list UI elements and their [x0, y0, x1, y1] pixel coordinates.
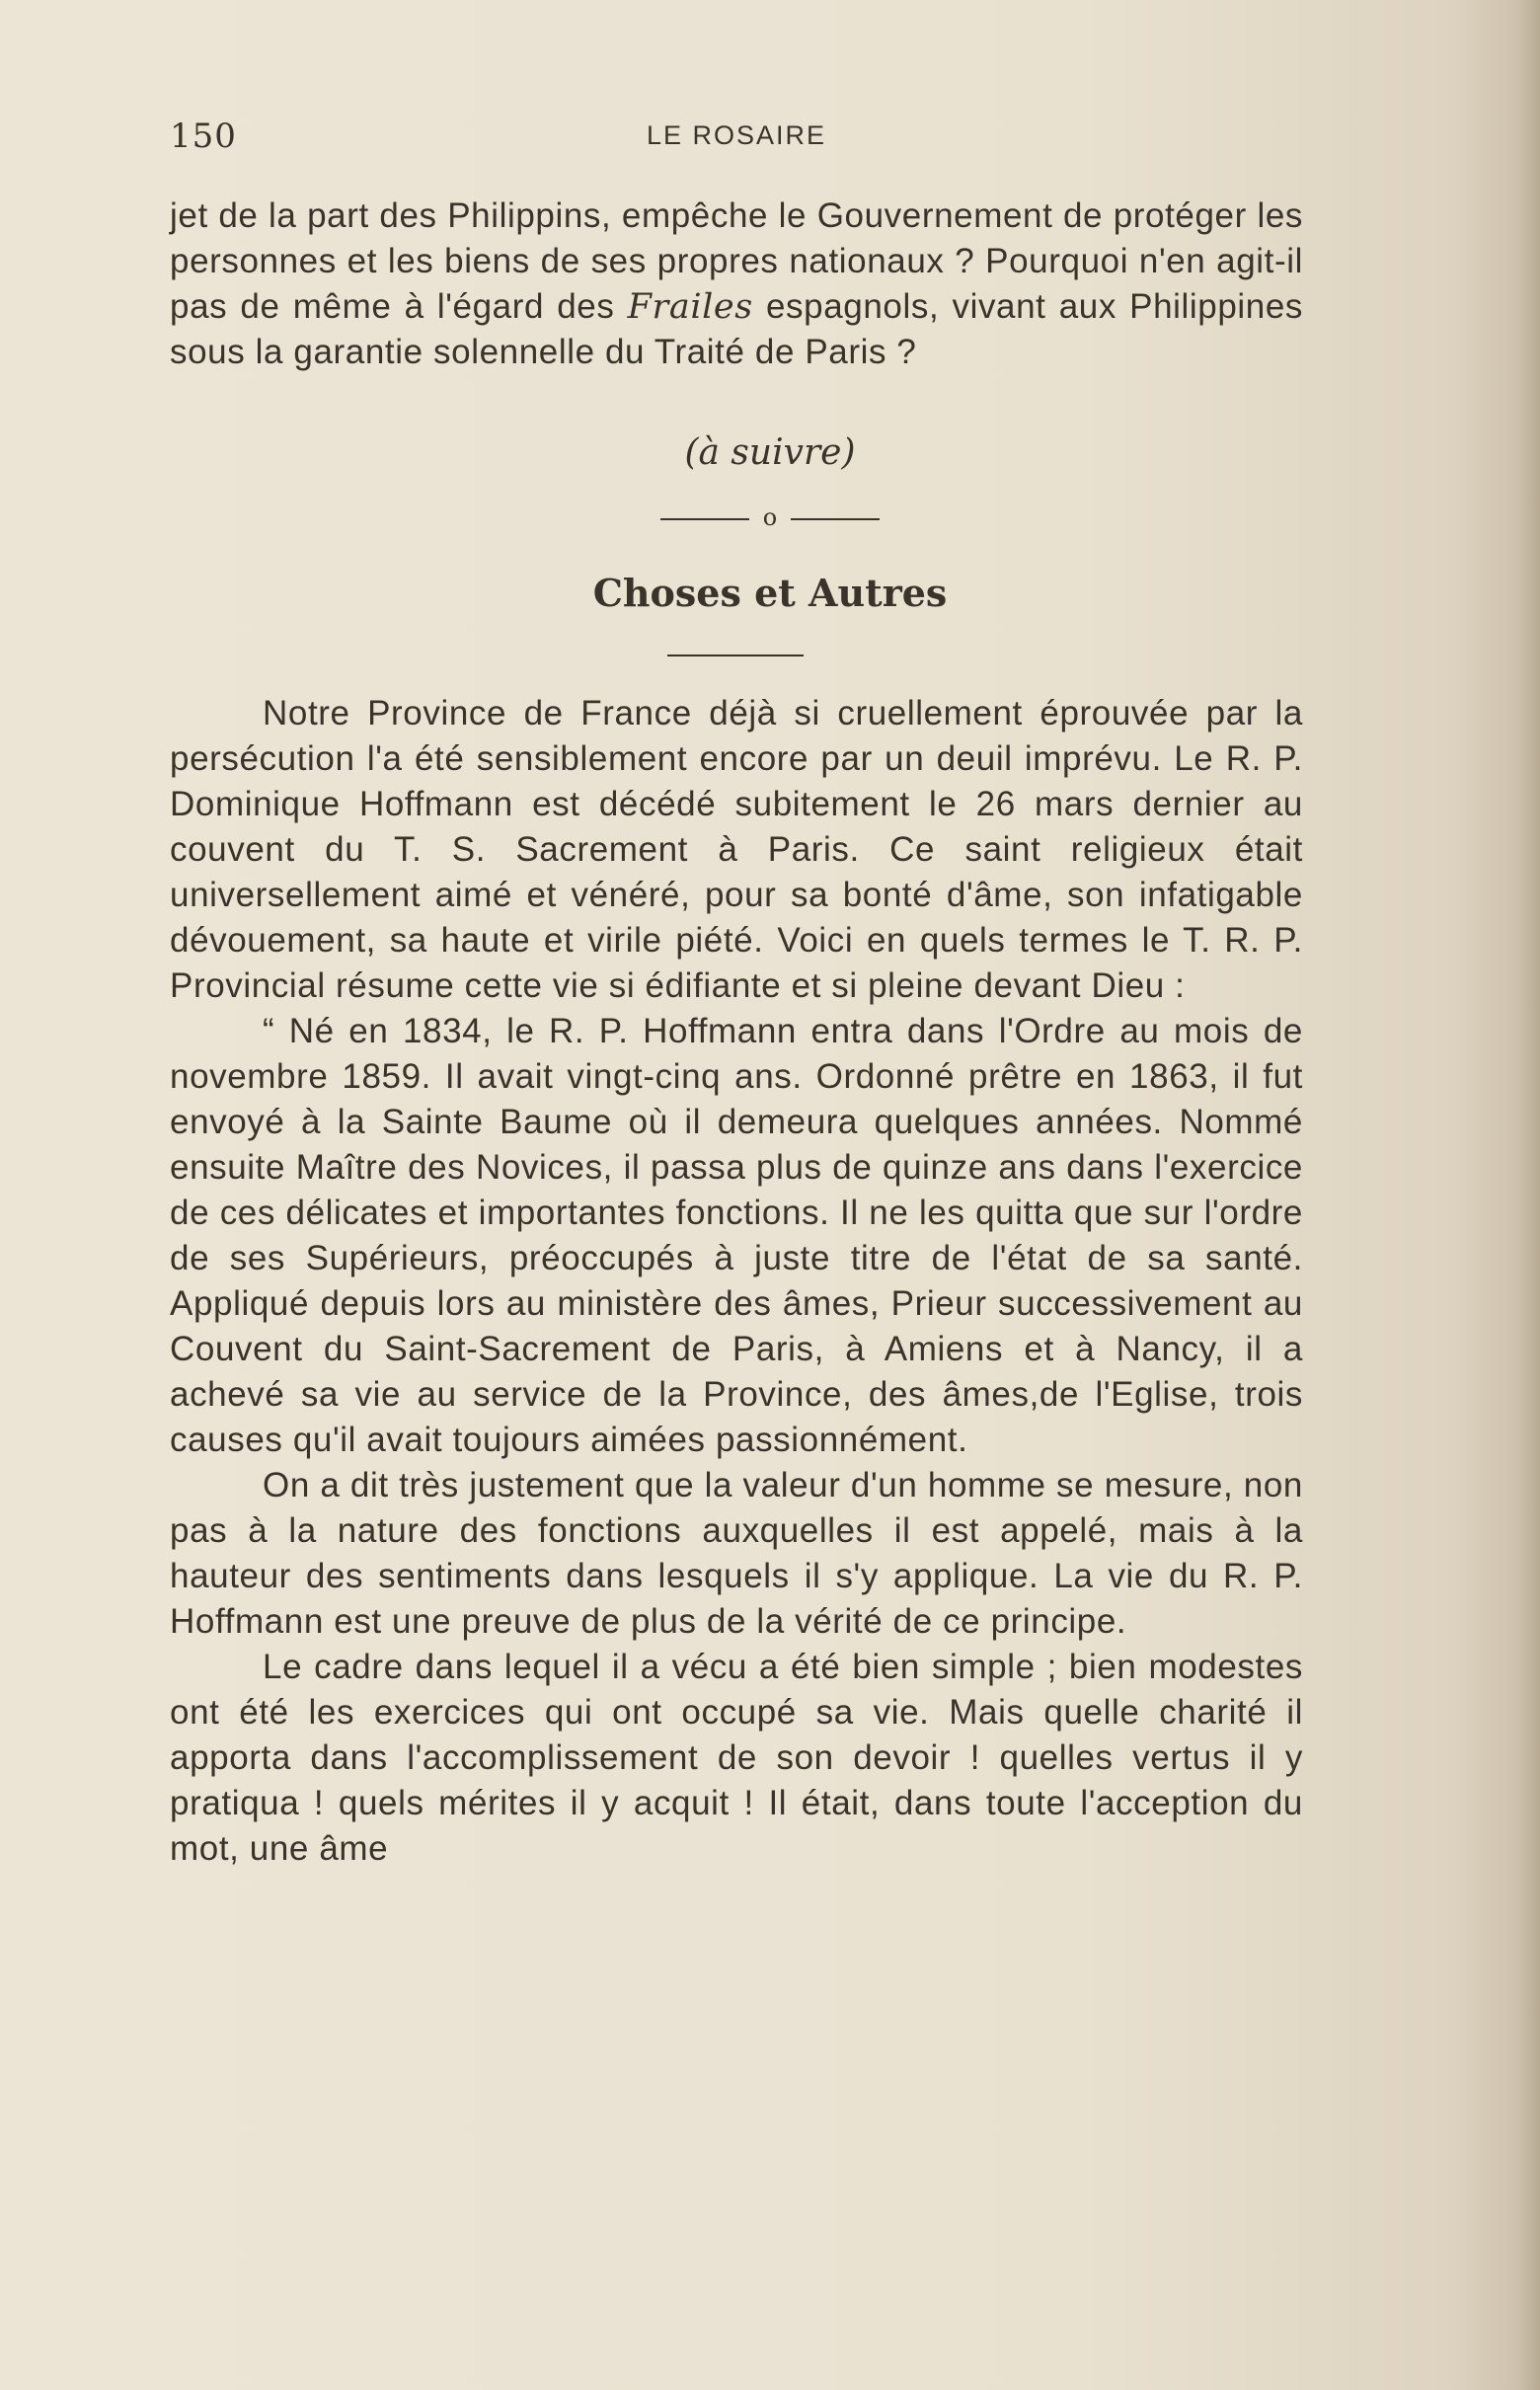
- body-paragraph-4: Le cadre dans lequel il a vécu a été bien simple ; bien modestes ont été les exercices qui ont occupé sa vie. Mais quelle charité il apporta dans l'accomplissement de son devoir ! quelles vertus il y pratiqua ! quels mérites il y acquit ! Il était, dans toute l'acception du mot, une âme: [170, 1648, 1303, 1868]
- section-ornament: [0, 503, 1540, 531]
- page-number: 150: [170, 116, 237, 156]
- running-title: LE ROSAIRE: [646, 120, 827, 150]
- section-title: Choses et Autres: [592, 571, 948, 615]
- page-header: [170, 116, 1303, 166]
- article-body: [170, 691, 1303, 1872]
- ornament-rule-right: [791, 518, 880, 520]
- intro-italic-word: Frailes: [627, 287, 753, 327]
- page-edge-shadow: [1516, 0, 1540, 2390]
- body-paragraph-1: Notre Province de France déjà si cruellement éprouvée par la persécution l'a été sensiblement encore par un deuil imprévu. Le R. P. Dominique Hoffmann est décédé subitement le 26 mars dernier au couvent du T. S. Sacrement à Paris. Ce saint religieux était universellement aimé et vénéré, pour sa bonté d'âme, son infatigable dévouement, sa haute et virile piété. Voici en quels termes le T. R. P. Provincial résume cette vie si édifiante et si pleine devant Dieu :: [170, 694, 1303, 1005]
- body-paragraph-3: On a dit très justement que la valeur d'un homme se mesure, non pas à la nature des fonctions auxquelles il est appelé, mais à la hauteur des sentiments dans lesquels il s'y applique. La vie du R. P. Hoffmann est une preuve de plus de la vérité de ce principe.: [170, 1466, 1303, 1641]
- ornament-rule-left: [660, 518, 749, 520]
- ornament-glyph: o: [762, 503, 778, 531]
- to-be-continued: (à suivre): [684, 432, 856, 473]
- body-paragraph-2: “ Né en 1834, le R. P. Hoffmann entra dans l'Ordre au mois de novembre 1859. Il avait vingt-cinq ans. Ordonné prêtre en 1863, il fut envoyé à la Sainte Baume où il demeura quelques années. Nommé ensuite Maître des Novices, il passa plus de quinze ans dans l'exercice de ces délicates et importantes fonctions. Il ne les quitta que sur l'ordre de ses Supérieurs, préoccupés à juste titre de l'état de sa santé. Appliqué depuis lors au ministère des âmes, Prieur successivement au Couvent du Saint-Sacrement de Paris, à Amiens et à Nancy, il a achevé sa vie au service de la Province, des âmes,de l'Eglise, trois causes qu'il avait toujours aimées passionnément.: [170, 1012, 1303, 1459]
- intro-text-part-1: jet de la part des Philippins, empêche le Gouvernement de protéger les personnes et les biens de ses propres nationaux ? Pourquoi n'en agit-il pas de même à l'égard des: [170, 196, 1303, 326]
- title-underline-rule: [667, 655, 804, 656]
- intro-text-part-2: espagnols, vivant aux Philippines sous la garantie solennelle du Traité de Paris ?: [170, 287, 1303, 371]
- intro-paragraph: [170, 193, 1303, 375]
